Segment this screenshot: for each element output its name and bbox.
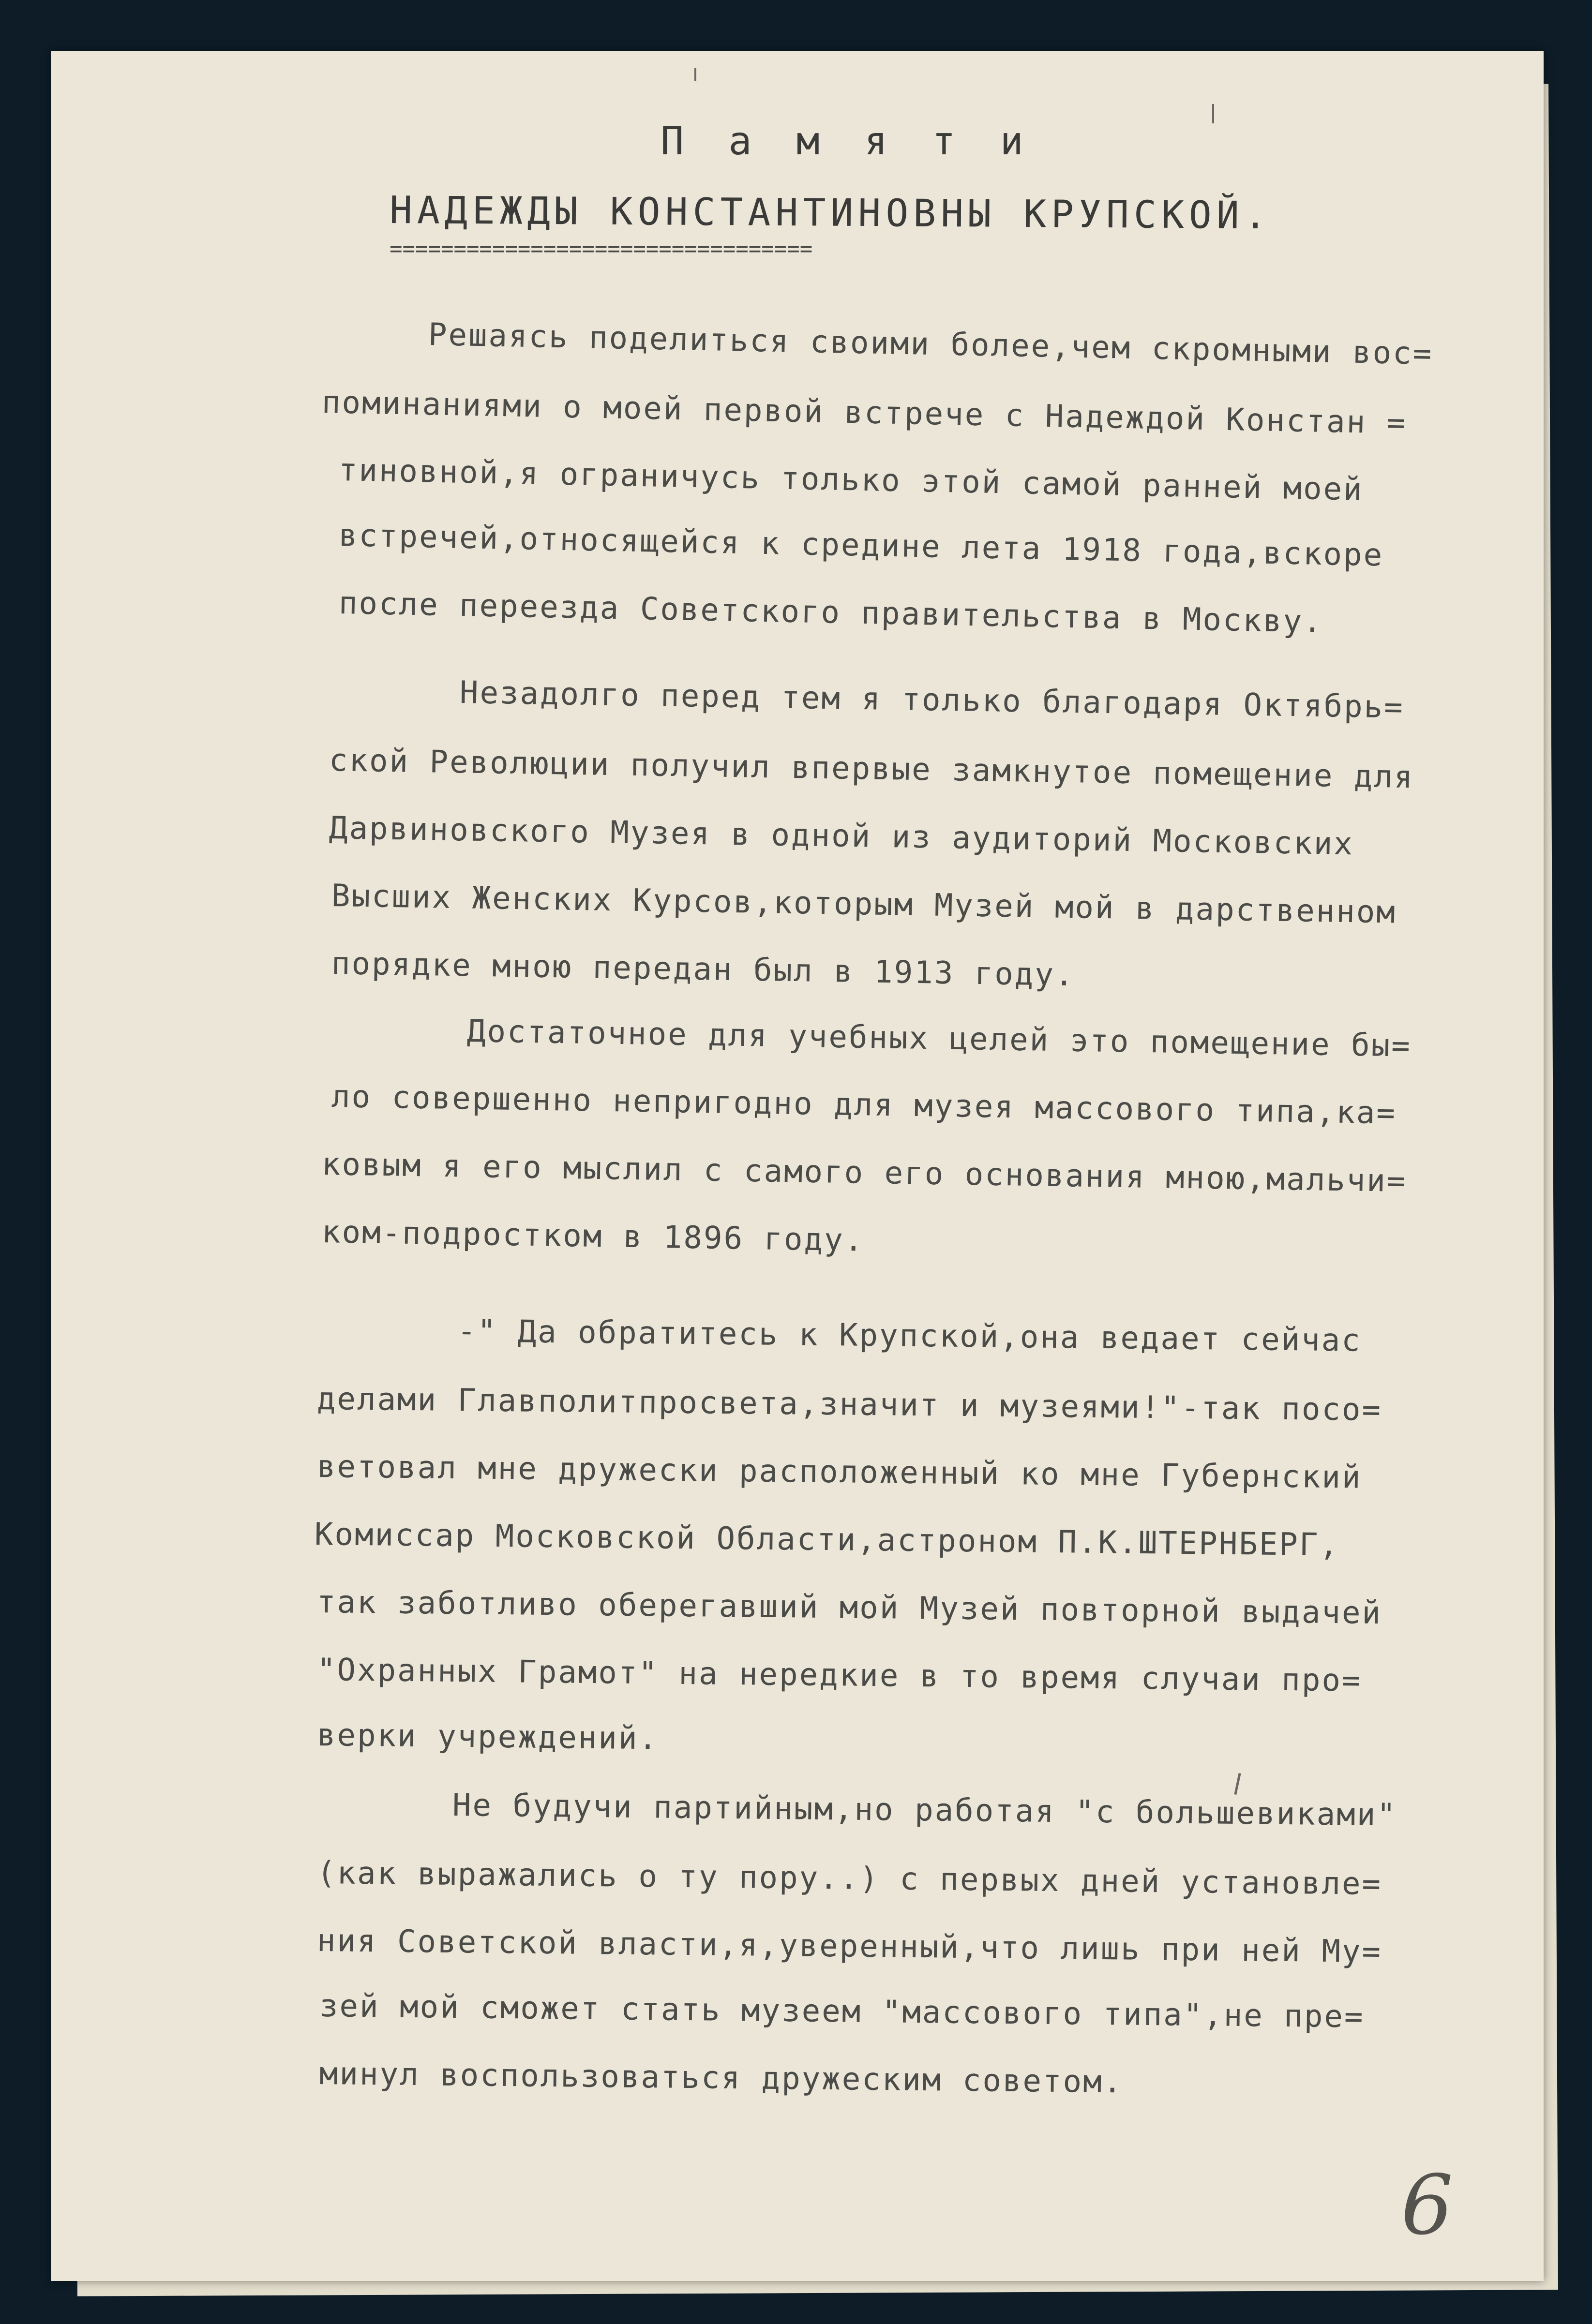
paragraph-3-line-4: ком-подростком в 1896 году. xyxy=(321,1214,865,1259)
paragraph-1-line-1: Решаясь поделиться своими более,чем скромными вос= xyxy=(428,317,1433,372)
subtitle-underline: ================================= xyxy=(390,237,813,261)
paragraph-3-line-3: ковым я его мыслил с самого его основания мною,мальчи= xyxy=(321,1147,1407,1200)
paragraph-5-line-4: зей мой сможет стать музеем "массового типа",не пре= xyxy=(319,1988,1365,2035)
paragraph-4-line-4: Комиссар Московской Области,астроном П.К.ШТЕРНБЕРГ, xyxy=(314,1517,1340,1564)
pencil-mark xyxy=(694,68,696,81)
paragraph-4-line-5: так заботливо оберегавший мой Музей повторной выдачей xyxy=(316,1584,1382,1632)
paragraph-2-line-3: Дарвиновского Музея в одной из аудиторий Московских xyxy=(329,810,1354,863)
paragraph-2-line-2: ской Революции получил впервые замкнутое помещение для xyxy=(329,743,1414,796)
document-subtitle: НАДЕЖДЫ КОНСТАНТИНОВНЫ КРУПСКОЙ. xyxy=(389,189,1272,238)
paragraph-1-line-2: поминаниями о моей первой встрече с Надеждой Констан = xyxy=(321,385,1407,442)
paragraph-2-line-1: Незадолго перед тем я только благодаря Октябрь= xyxy=(459,675,1405,726)
paragraph-5-line-3: ния Советской власти,я,уверенный,что лишь при ней Му= xyxy=(316,1923,1382,1970)
paragraph-3-line-1: Достаточное для учебных целей это помещение бы= xyxy=(466,1013,1412,1064)
paragraph-5-line-5: минул воспользоваться дружеским советом. xyxy=(319,2056,1124,2101)
paragraph-3-line-2: ло совершенно непригодно для музея массового типа,ка= xyxy=(331,1079,1397,1132)
pencil-mark xyxy=(1234,1773,1241,1795)
document-page xyxy=(51,51,1544,2281)
paragraph-4-line-2: делами Главполитпросвета,значит и музеями!"-так посо= xyxy=(316,1381,1382,1429)
paragraph-4-line-7: верки учреждений. xyxy=(316,1717,659,1757)
paragraph-5-line-2: (как выражались о ту пору..) с первых дней установле= xyxy=(316,1855,1382,1903)
page-content xyxy=(51,51,1544,2281)
page-number: 6 xyxy=(1401,2158,1454,2253)
paragraph-1-line-4: встречей,относящейся к средине лета 1918 года,вскоре xyxy=(338,518,1384,574)
paragraph-5-line-1: Не будучи партийным,но работая "с большевиками" xyxy=(452,1788,1397,1833)
paragraph-4-line-6: "Охранных Грамот" на нередкие в то время случаи про= xyxy=(316,1652,1362,1699)
paragraph-1-line-3: тиновной,я ограничусь только этой самой ранней моей xyxy=(338,452,1364,508)
pencil-mark xyxy=(1212,104,1214,123)
paragraph-4-line-1: -" Да обратитесь к Крупской,она ведает сейчас xyxy=(457,1313,1362,1359)
paragraph-2-line-4: Высших Женских Курсов,которым Музей мой в дарственном xyxy=(331,878,1397,931)
paragraph-4-line-3: ветовал мне дружески расположенный ко мне Губернский xyxy=(316,1449,1362,1496)
document-title: П а м я т и xyxy=(661,119,1034,164)
paragraph-1-line-5: после переезда Советского правительства в Москву. xyxy=(338,585,1324,641)
paragraph-2-line-5: порядке мною передан был в 1913 году. xyxy=(331,946,1076,994)
